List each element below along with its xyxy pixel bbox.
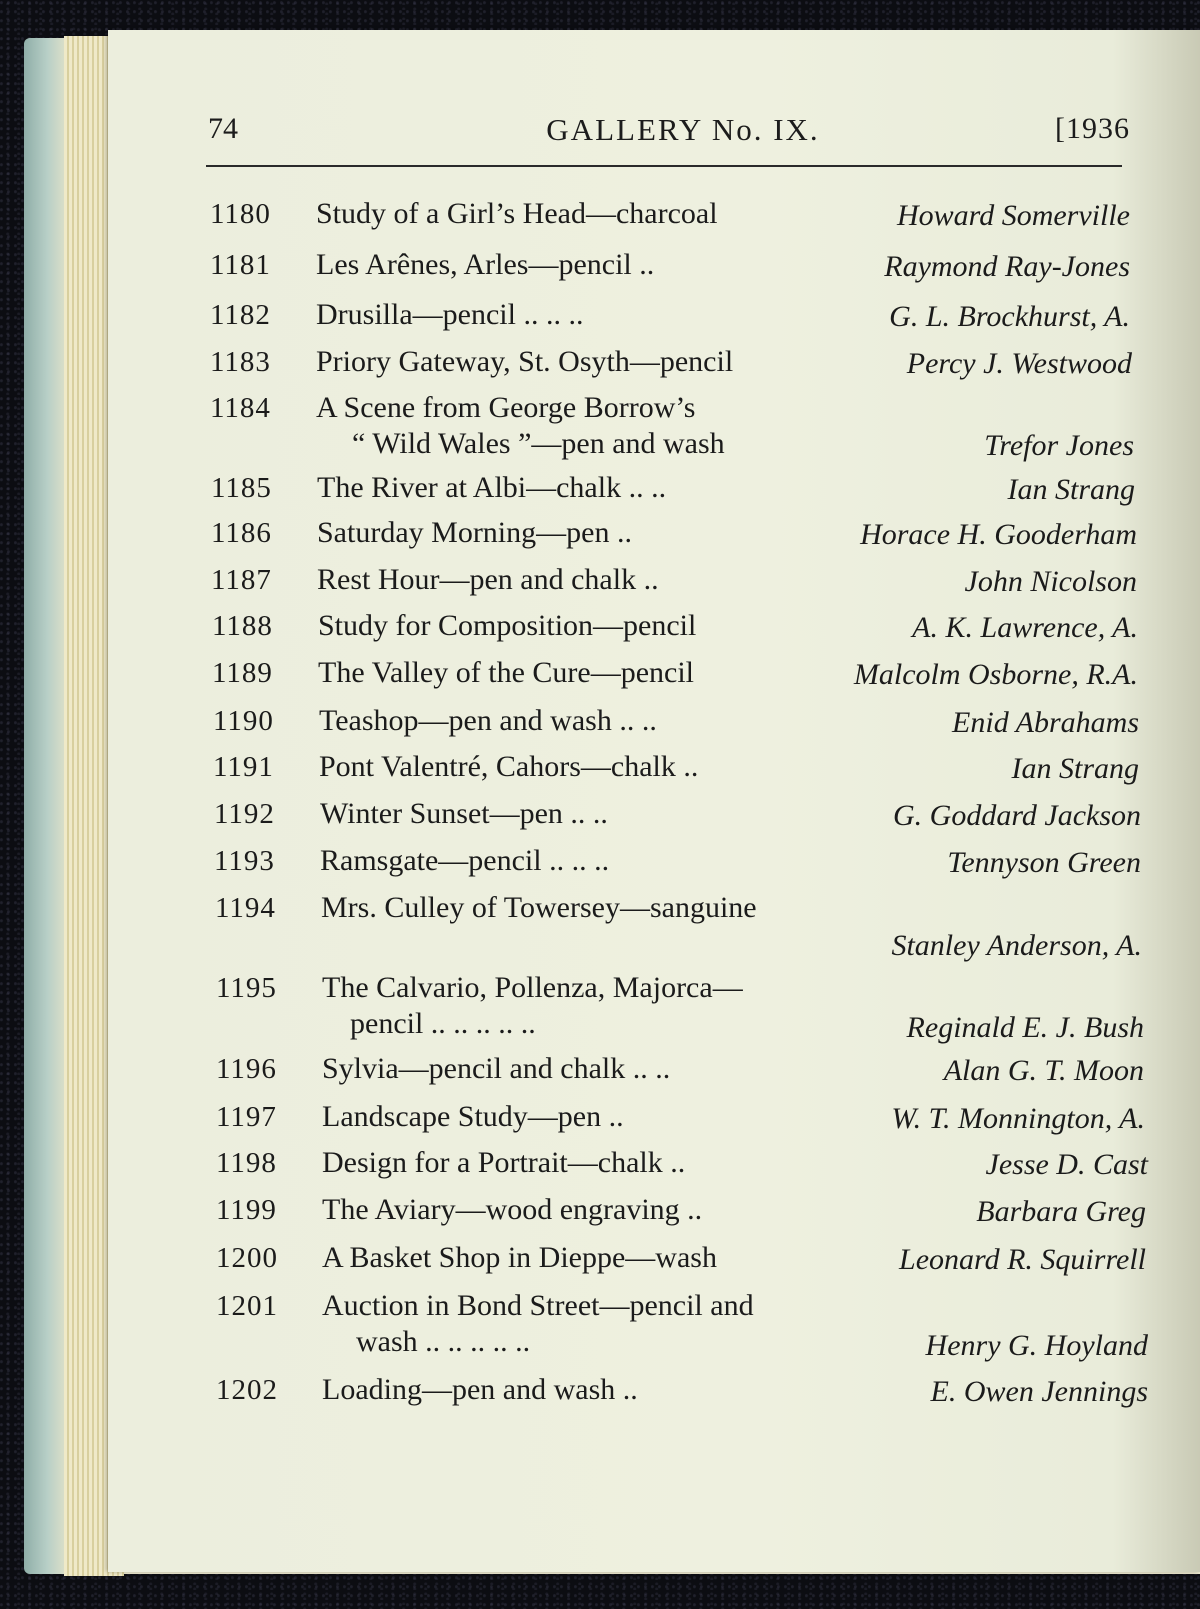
entry-number: 1192 — [214, 798, 275, 830]
entry-artist: Enid Abrahams — [952, 706, 1139, 739]
entry-title: Sylvia—pencil and chalk .. .. — [322, 1052, 671, 1085]
entry-artist: Ian Strang — [1011, 752, 1139, 785]
entry-number: 1184 — [210, 392, 271, 424]
entry-artist: Reginald E. J. Bush — [906, 1011, 1144, 1044]
entry-number: 1185 — [211, 472, 272, 504]
entry-artist: Malcolm Osborne, R.A. — [853, 658, 1138, 691]
entry-title: Priory Gateway, St. Osyth—pencil — [316, 345, 734, 378]
entry-number: 1190 — [213, 705, 274, 737]
entry-number: 1199 — [216, 1194, 277, 1226]
entry-artist: Horace H. Gooderham — [860, 518, 1137, 551]
entry-artist: Percy J. Westwood — [906, 347, 1132, 380]
entry-number: 1182 — [210, 299, 271, 331]
entry-artist: W. T. Monnington, A. — [891, 1102, 1145, 1135]
entry-title: Landscape Study—pen .. — [322, 1100, 624, 1133]
entry-title: Rest Hour—pen and chalk .. — [317, 563, 659, 596]
entry-title: The Aviary—wood engraving .. — [322, 1193, 703, 1226]
entry-title: Drusilla—pencil .. .. .. — [316, 298, 584, 331]
entry-artist: Stanley Anderson, A. — [891, 929, 1142, 962]
entry-artist: A. K. Lawrence, A. — [912, 611, 1138, 644]
entry-number: 1195 — [216, 972, 277, 1004]
gallery-title: GALLERY No. IX. — [546, 112, 820, 147]
entry-title: The Calvario, Pollenza, Majorca— — [322, 971, 743, 1004]
entry-title: A Scene from George Borrow’s — [316, 391, 696, 424]
entry-number: 1181 — [210, 249, 271, 281]
entry-number: 1188 — [212, 610, 273, 642]
entry-number: 1180 — [210, 198, 271, 230]
entry-title: Ramsgate—pencil .. .. .. — [320, 844, 610, 877]
entry-title: A Basket Shop in Dieppe—wash — [322, 1241, 717, 1274]
entry-number: 1186 — [211, 517, 272, 549]
entry-title: Auction in Bond Street—pencil and — [322, 1289, 754, 1322]
entry-title: The River at Albi—chalk .. .. — [317, 471, 667, 504]
entry-title: Study of a Girl’s Head—charcoal — [316, 197, 718, 230]
entry-title-continued: “ Wild Wales ”—pen and wash — [352, 427, 725, 460]
entry-number: 1187 — [211, 564, 272, 596]
entry-artist: Tennyson Green — [947, 846, 1141, 879]
entry-artist: E. Owen Jennings — [930, 1375, 1148, 1408]
page-number: 74 — [208, 112, 238, 145]
entry-number: 1201 — [216, 1290, 278, 1322]
entry-number: 1193 — [214, 845, 275, 877]
entry-title: Saturday Morning—pen .. — [317, 516, 632, 549]
entry-artist: Barbara Greg — [976, 1195, 1146, 1228]
entry-title-continued: pencil .. .. .. .. .. — [350, 1007, 536, 1040]
entry-title: Study for Composition—pencil — [318, 609, 697, 642]
entry-artist: Alan G. T. Moon — [943, 1054, 1144, 1087]
entry-number: 1200 — [216, 1242, 278, 1274]
entry-title: Les Arênes, Arles—pencil .. — [316, 248, 655, 281]
entry-artist: John Nicolson — [964, 565, 1137, 598]
entry-artist: Jesse D. Cast — [985, 1148, 1148, 1181]
entry-artist: G. Goddard Jackson — [892, 799, 1141, 832]
catalogue-year: [1936 — [1055, 112, 1130, 145]
entry-number: 1197 — [216, 1101, 277, 1133]
entry-number: 1202 — [216, 1374, 278, 1406]
entry-title: Winter Sunset—pen .. .. — [320, 797, 608, 830]
entry-number: 1194 — [215, 892, 276, 924]
entry-number: 1191 — [213, 751, 274, 783]
entry-artist: G. L. Brockhurst, A. — [889, 300, 1130, 333]
entry-artist: Leonard R. Squirrell — [899, 1243, 1146, 1276]
entry-artist: Howard Somerville — [896, 199, 1130, 232]
entry-title: Mrs. Culley of Towersey—sanguine — [321, 891, 757, 924]
entry-title-continued: wash .. .. .. .. .. — [356, 1325, 531, 1358]
entry-title: Pont Valentré, Cahors—chalk .. — [319, 750, 699, 783]
entry-title: The Valley of the Cure—pencil — [318, 656, 694, 689]
entry-title: Loading—pen and wash .. — [322, 1373, 638, 1406]
entry-number: 1189 — [212, 657, 273, 689]
entry-artist: Raymond Ray-Jones — [884, 250, 1130, 283]
entry-number: 1196 — [216, 1053, 277, 1085]
entry-artist: Henry G. Hoyland — [925, 1329, 1148, 1362]
entry-artist: Trefor Jones — [984, 429, 1134, 462]
entry-title: Teashop—pen and wash .. .. — [319, 704, 657, 737]
entry-number: 1183 — [210, 346, 271, 378]
entry-artist: Ian Strang — [1007, 473, 1135, 506]
entry-title: Design for a Portrait—chalk .. — [322, 1146, 686, 1179]
entry-number: 1198 — [216, 1147, 277, 1179]
